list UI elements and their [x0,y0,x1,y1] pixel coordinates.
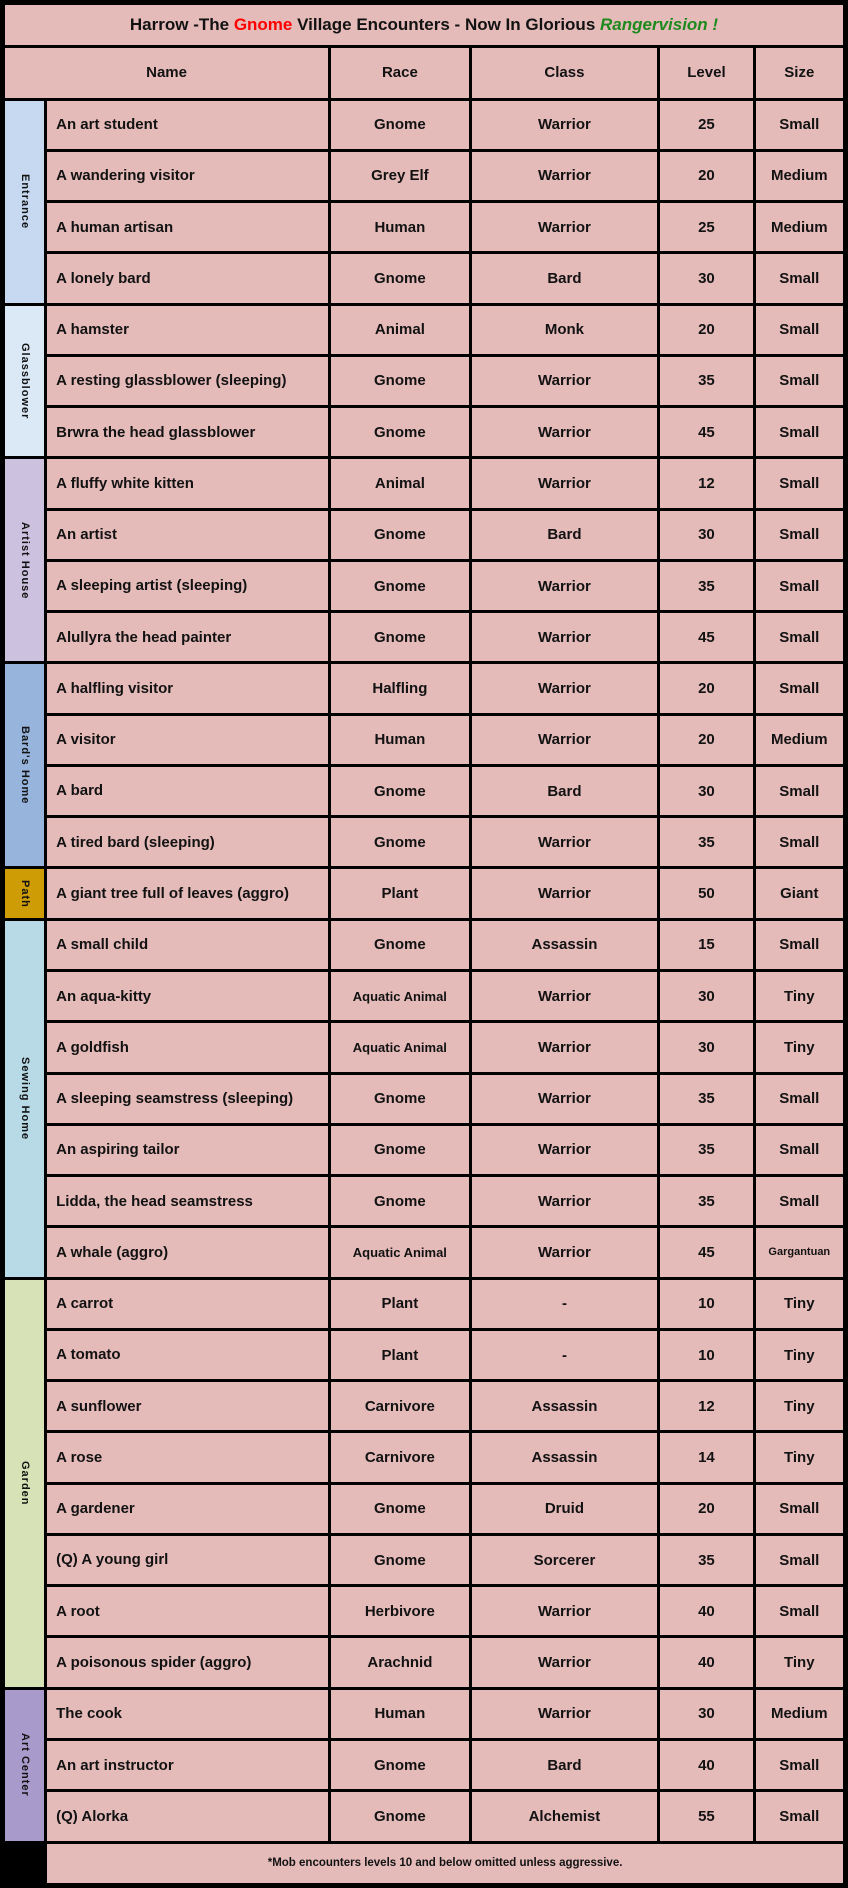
level-cell: 35 [659,355,754,406]
class-cell: Warrior [470,560,659,611]
class-cell: Bard [470,509,659,560]
name-cell: The cook [46,1688,330,1739]
section-label-text: Entrance [19,173,32,230]
race-cell: Plant [330,1278,470,1329]
title-part: Harrow -The [129,15,234,35]
race-cell: Gnome [330,1073,470,1124]
size-cell: Small [754,509,845,560]
class-cell: Bard [470,765,659,816]
name-cell: A fluffy white kitten [46,458,330,509]
table-row [3,1534,846,1585]
table-row [3,1176,846,1227]
size-cell: Small [754,253,845,304]
name-cell: A carrot [46,1278,330,1329]
class-cell: Warrior [470,99,659,150]
level-cell: 25 [659,202,754,253]
class-cell: Warrior [470,663,659,714]
race-cell: Gnome [330,560,470,611]
class-cell: Warrior [470,1176,659,1227]
size-cell: Small [754,1124,845,1175]
race-cell: Carnivore [330,1381,470,1432]
name-cell: A root [46,1586,330,1637]
table-row [3,150,846,201]
class-cell: Assassin [470,1381,659,1432]
section-label-text: Sewing Home [19,1057,32,1141]
section-label-text: Bard's Home [19,726,32,805]
table-row [3,919,846,970]
class-cell: Warrior [470,971,659,1022]
class-cell: Warrior [470,612,659,663]
table-row [3,202,846,253]
column-header-name: Name [3,47,330,99]
level-cell: 40 [659,1586,754,1637]
table-row [3,1688,846,1739]
level-cell: 35 [659,1124,754,1175]
size-cell: Small [754,1586,845,1637]
race-cell: Gnome [330,817,470,868]
level-cell: 45 [659,612,754,663]
table-row [3,1432,846,1483]
race-cell: Aquatic Animal [330,1227,470,1278]
size-cell: Tiny [754,1381,845,1432]
level-cell: 15 [659,919,754,970]
race-cell: Animal [330,304,470,355]
size-cell: Small [754,765,845,816]
table-row [3,458,846,509]
class-cell: Warrior [470,1022,659,1073]
size-cell: Tiny [754,1432,845,1483]
race-cell: Gnome [330,1124,470,1175]
level-cell: 30 [659,765,754,816]
race-cell: Grey Elf [330,150,470,201]
level-cell: 40 [659,1637,754,1688]
level-cell: 45 [659,407,754,458]
race-cell: Gnome [330,919,470,970]
class-cell: Warrior [470,1073,659,1124]
section-label-text: Path [19,879,32,908]
class-cell: Warrior [470,1124,659,1175]
race-cell: Gnome [330,407,470,458]
class-cell: Bard [470,1740,659,1791]
name-cell: A sunflower [46,1381,330,1432]
level-cell: 12 [659,1381,754,1432]
table-row [3,817,846,868]
table-row [3,560,846,611]
class-cell: - [470,1329,659,1380]
title-row [3,3,846,47]
table-row [3,1227,846,1278]
table-row [3,1586,846,1637]
table-row [3,99,846,150]
section-label-text: Garden [19,1460,32,1506]
race-cell: Halfling [330,663,470,714]
column-header-level: Level [659,47,754,99]
table-row [3,407,846,458]
section-label-art-center [3,1688,46,1842]
table-row [3,1483,846,1534]
class-cell: Warrior [470,407,659,458]
name-cell: A hamster [46,304,330,355]
class-cell: Warrior [470,868,659,919]
race-cell: Gnome [330,1791,470,1843]
size-cell: Small [754,817,845,868]
race-cell: Gnome [330,612,470,663]
name-cell: A sleeping seamstress (sleeping) [46,1073,330,1124]
race-cell: Plant [330,1329,470,1380]
footer-black-cell [3,1842,46,1885]
size-cell: Small [754,1791,845,1843]
footer-note: *Mob encounters levels 10 and below omitted unless aggressive. [46,1842,846,1885]
name-cell: A goldfish [46,1022,330,1073]
race-cell: Gnome [330,1534,470,1585]
size-cell: Small [754,919,845,970]
size-cell: Medium [754,202,845,253]
table-row [3,253,846,304]
name-cell: (Q) Alorka [46,1791,330,1843]
size-cell: Small [754,458,845,509]
class-cell: Warrior [470,1637,659,1688]
name-cell: A small child [46,919,330,970]
name-cell: A whale (aggro) [46,1227,330,1278]
race-cell: Carnivore [330,1432,470,1483]
section-label-glassblower [3,304,46,458]
name-cell: Alullyra the head painter [46,612,330,663]
race-cell: Gnome [330,253,470,304]
section-label-artist-house [3,458,46,663]
name-cell: A tired bard (sleeping) [46,817,330,868]
table-row [3,1022,846,1073]
size-cell: Tiny [754,971,845,1022]
table-row [3,509,846,560]
class-cell: Assassin [470,919,659,970]
table-row [3,1637,846,1688]
page-title [3,3,846,47]
name-cell: A sleeping artist (sleeping) [46,560,330,611]
level-cell: 30 [659,1688,754,1739]
column-header-class: Class [470,47,659,99]
name-cell: A gardener [46,1483,330,1534]
column-header-race: Race [330,47,470,99]
footer-section [3,1842,846,1885]
footer-row [3,1842,846,1885]
level-cell: 20 [659,714,754,765]
level-cell: 55 [659,1791,754,1843]
name-cell: A bard [46,765,330,816]
section-label-text: Art Center [19,1733,32,1798]
name-cell: An aqua-kitty [46,971,330,1022]
name-cell: A visitor [46,714,330,765]
table-row [3,663,846,714]
header-row [3,47,846,99]
class-cell: Warrior [470,355,659,406]
section-label-entrance [3,99,46,304]
level-cell: 10 [659,1278,754,1329]
level-cell: 30 [659,1022,754,1073]
level-cell: 35 [659,1534,754,1585]
class-cell: Warrior [470,1586,659,1637]
size-cell: Small [754,560,845,611]
race-cell: Plant [330,868,470,919]
race-cell: Human [330,714,470,765]
table-row [3,304,846,355]
name-cell: A halfling visitor [46,663,330,714]
table-row [3,971,846,1022]
size-cell: Giant [754,868,845,919]
table-row [3,1791,846,1843]
table-row [3,1329,846,1380]
race-cell: Human [330,1688,470,1739]
section-label-sewing-home [3,919,46,1278]
class-cell: Druid [470,1483,659,1534]
race-cell: Human [330,202,470,253]
name-cell: A poisonous spider (aggro) [46,1637,330,1688]
title-part: Rangervision ! [600,15,719,35]
race-cell: Animal [330,458,470,509]
size-cell: Small [754,355,845,406]
class-cell: Warrior [470,150,659,201]
race-cell: Aquatic Animal [330,1022,470,1073]
size-cell: Tiny [754,1329,845,1380]
class-cell: Bard [470,253,659,304]
level-cell: 25 [659,99,754,150]
race-cell: Gnome [330,509,470,560]
level-cell: 20 [659,150,754,201]
level-cell: 45 [659,1227,754,1278]
level-cell: 30 [659,509,754,560]
class-cell: Monk [470,304,659,355]
size-cell: Small [754,99,845,150]
level-cell: 20 [659,304,754,355]
name-cell: (Q) A young girl [46,1534,330,1585]
class-cell: Sorcerer [470,1534,659,1585]
name-cell: Lidda, the head seamstress [46,1176,330,1227]
size-cell: Medium [754,714,845,765]
table-row [3,1124,846,1175]
size-cell: Small [754,1740,845,1791]
size-cell: Tiny [754,1278,845,1329]
name-cell: A giant tree full of leaves (aggro) [46,868,330,919]
table-row [3,1278,846,1329]
level-cell: 20 [659,1483,754,1534]
name-cell: Brwra the head glassblower [46,407,330,458]
class-cell: Assassin [470,1432,659,1483]
size-cell: Small [754,612,845,663]
level-cell: 14 [659,1432,754,1483]
table-row [3,1381,846,1432]
level-cell: 50 [659,868,754,919]
size-cell: Tiny [754,1022,845,1073]
size-cell: Small [754,663,845,714]
table-row [3,868,846,919]
table-row [3,714,846,765]
level-cell: 35 [659,560,754,611]
race-cell: Gnome [330,765,470,816]
size-cell: Medium [754,1688,845,1739]
section-label-bard-s-home [3,663,46,868]
size-cell: Small [754,304,845,355]
race-cell: Aquatic Animal [330,971,470,1022]
level-cell: 30 [659,253,754,304]
name-cell: An artist [46,509,330,560]
level-cell: 35 [659,1176,754,1227]
class-cell: Warrior [470,714,659,765]
title-part: Gnome [233,15,293,35]
level-cell: 35 [659,1073,754,1124]
level-cell: 40 [659,1740,754,1791]
name-cell: A wandering visitor [46,150,330,201]
size-cell: Small [754,407,845,458]
race-cell: Gnome [330,355,470,406]
name-cell: A tomato [46,1329,330,1380]
size-cell: Gargantuan [754,1227,845,1278]
size-cell: Medium [754,150,845,201]
race-cell: Herbivore [330,1586,470,1637]
level-cell: 30 [659,971,754,1022]
table-row [3,1073,846,1124]
section-label-garden [3,1278,46,1688]
name-cell: An art student [46,99,330,150]
class-cell: Warrior [470,817,659,868]
level-cell: 10 [659,1329,754,1380]
name-cell: A resting glassblower (sleeping) [46,355,330,406]
level-cell: 35 [659,817,754,868]
race-cell: Gnome [330,1483,470,1534]
title-part: Village Encounters - Now In Glorious [292,15,600,35]
race-cell: Gnome [330,1740,470,1791]
class-cell: Alchemist [470,1791,659,1843]
name-cell: A rose [46,1432,330,1483]
size-cell: Small [754,1534,845,1585]
race-cell: Arachnid [330,1637,470,1688]
table-row [3,355,846,406]
table-row [3,612,846,663]
name-cell: An art instructor [46,1740,330,1791]
class-cell: Warrior [470,458,659,509]
table-row [3,1740,846,1791]
class-cell: Warrior [470,1227,659,1278]
section-label-text: Glassblower [19,342,32,420]
size-cell: Small [754,1176,845,1227]
class-cell: - [470,1278,659,1329]
name-cell: An aspiring tailor [46,1124,330,1175]
name-cell: A lonely bard [46,253,330,304]
size-cell: Small [754,1483,845,1534]
race-cell: Gnome [330,99,470,150]
class-cell: Warrior [470,1688,659,1739]
section-label-text: Artist House [19,521,32,600]
table-row [3,765,846,816]
race-cell: Gnome [330,1176,470,1227]
size-cell: Tiny [754,1637,845,1688]
section-label-path [3,868,46,919]
level-cell: 20 [659,663,754,714]
name-cell: A human artisan [46,202,330,253]
level-cell: 12 [659,458,754,509]
class-cell: Warrior [470,202,659,253]
size-cell: Small [754,1073,845,1124]
column-header-size: Size [754,47,845,99]
